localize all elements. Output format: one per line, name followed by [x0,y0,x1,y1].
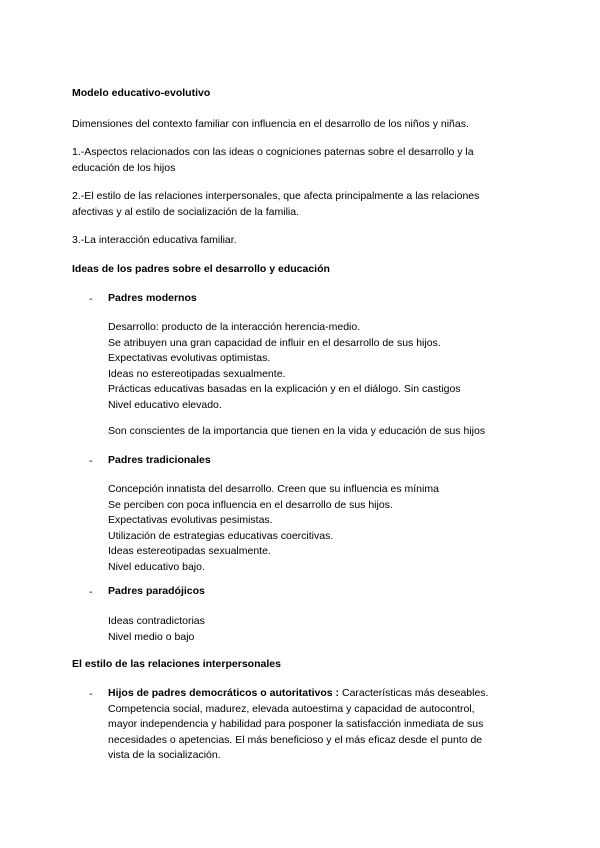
section-2-title: El estilo de las relaciones interpersonales [72,658,281,670]
democraticos-line: Características más deseables. [339,687,489,699]
tradicionales-line: Utilización de estrategias educativas coercitivas. [108,529,334,542]
paradojicos-line: Nivel medio o bajo [108,630,195,643]
paradojicos-title: Padres paradójicos [108,585,205,597]
paradojicos-list [108,614,538,645]
democraticos-title: Hijos de padres democráticos o autoritativos : [108,687,340,699]
modernos-list [108,320,538,413]
bullet-dash: - [89,688,93,700]
modernos-note: Son conscientes de la importancia que tienen en la vida y educación de sus hijos [108,425,486,437]
modernos-title: Padres modernos [108,292,197,304]
modernos-line: Se atribuyen una gran capacidad de influir en el desarrollo de sus hijos. [108,336,441,349]
tradicionales-line: Expectativas evolutivas pesimistas. [108,514,273,526]
intro-text: Dimensiones del contexto familiar con influencia en el desarrollo de los niños y niñas. [72,118,469,130]
tradicionales-line: Nivel educativo bajo. [108,560,205,573]
tradicionales-line: Ideas estereotipadas sexualmente. [108,545,271,557]
point-3: 3.-La interacción educativa familiar. [72,234,237,246]
modernos-line: Expectativas evolutivas optimistas. [108,352,271,364]
democraticos-line: Competencia social, madurez, elevada autoestima y capacidad de autocontrol, [108,702,475,715]
bullet-dash: - [89,586,93,598]
democraticos-line: necesidades o apetencias. El más beneficioso y el más eficaz desde el punto de [108,733,483,746]
point-2-line: afectivas y al estilo de socialización de la familia. [72,205,300,218]
modernos-line: Ideas no estereotipadas sexualmente. [108,367,286,380]
point-1 [72,145,532,176]
tradicionales-line: Se perciben con poca influencia en el desarrollo de sus hijos. [108,498,393,511]
democraticos-first-line [108,686,538,702]
bullet-dash: - [89,455,93,467]
tradicionales-list [108,482,538,575]
point-2 [72,189,532,220]
point-2-line: 2.-El estilo de las relaciones interpersonales, que afecta principalmente a las relaciones [72,190,480,202]
democraticos-line: vista de la socialización. [108,749,221,761]
paradojicos-line: Ideas contradictorias [108,615,205,627]
section-1-title: Ideas de los padres sobre el desarrollo y educación [72,263,330,275]
democraticos-block [108,686,538,764]
tradicionales-line: Concepción innatista del desarrollo. Creen que su influencia es mínima [108,483,439,495]
modernos-line: Nivel educativo elevado. [108,398,222,411]
modernos-line: Desarrollo: producto de la interacción herencia-medio. [108,321,361,333]
point-1-line: educación de los hijos [72,161,176,174]
document-title: Modelo educativo-evolutivo [72,87,211,99]
tradicionales-title: Padres tradicionales [108,454,211,466]
democraticos-line: mayor independencia y habilidad para posponer la satisfacción inmediata de sus [108,718,484,730]
modernos-line: Prácticas educativas basadas en la explicación y en el diálogo. Sin castigos [108,383,461,395]
point-1-line: 1.-Aspectos relacionados con las ideas o cogniciones paternas sobre el desarrollo y la [72,146,474,158]
bullet-dash: - [89,293,93,305]
